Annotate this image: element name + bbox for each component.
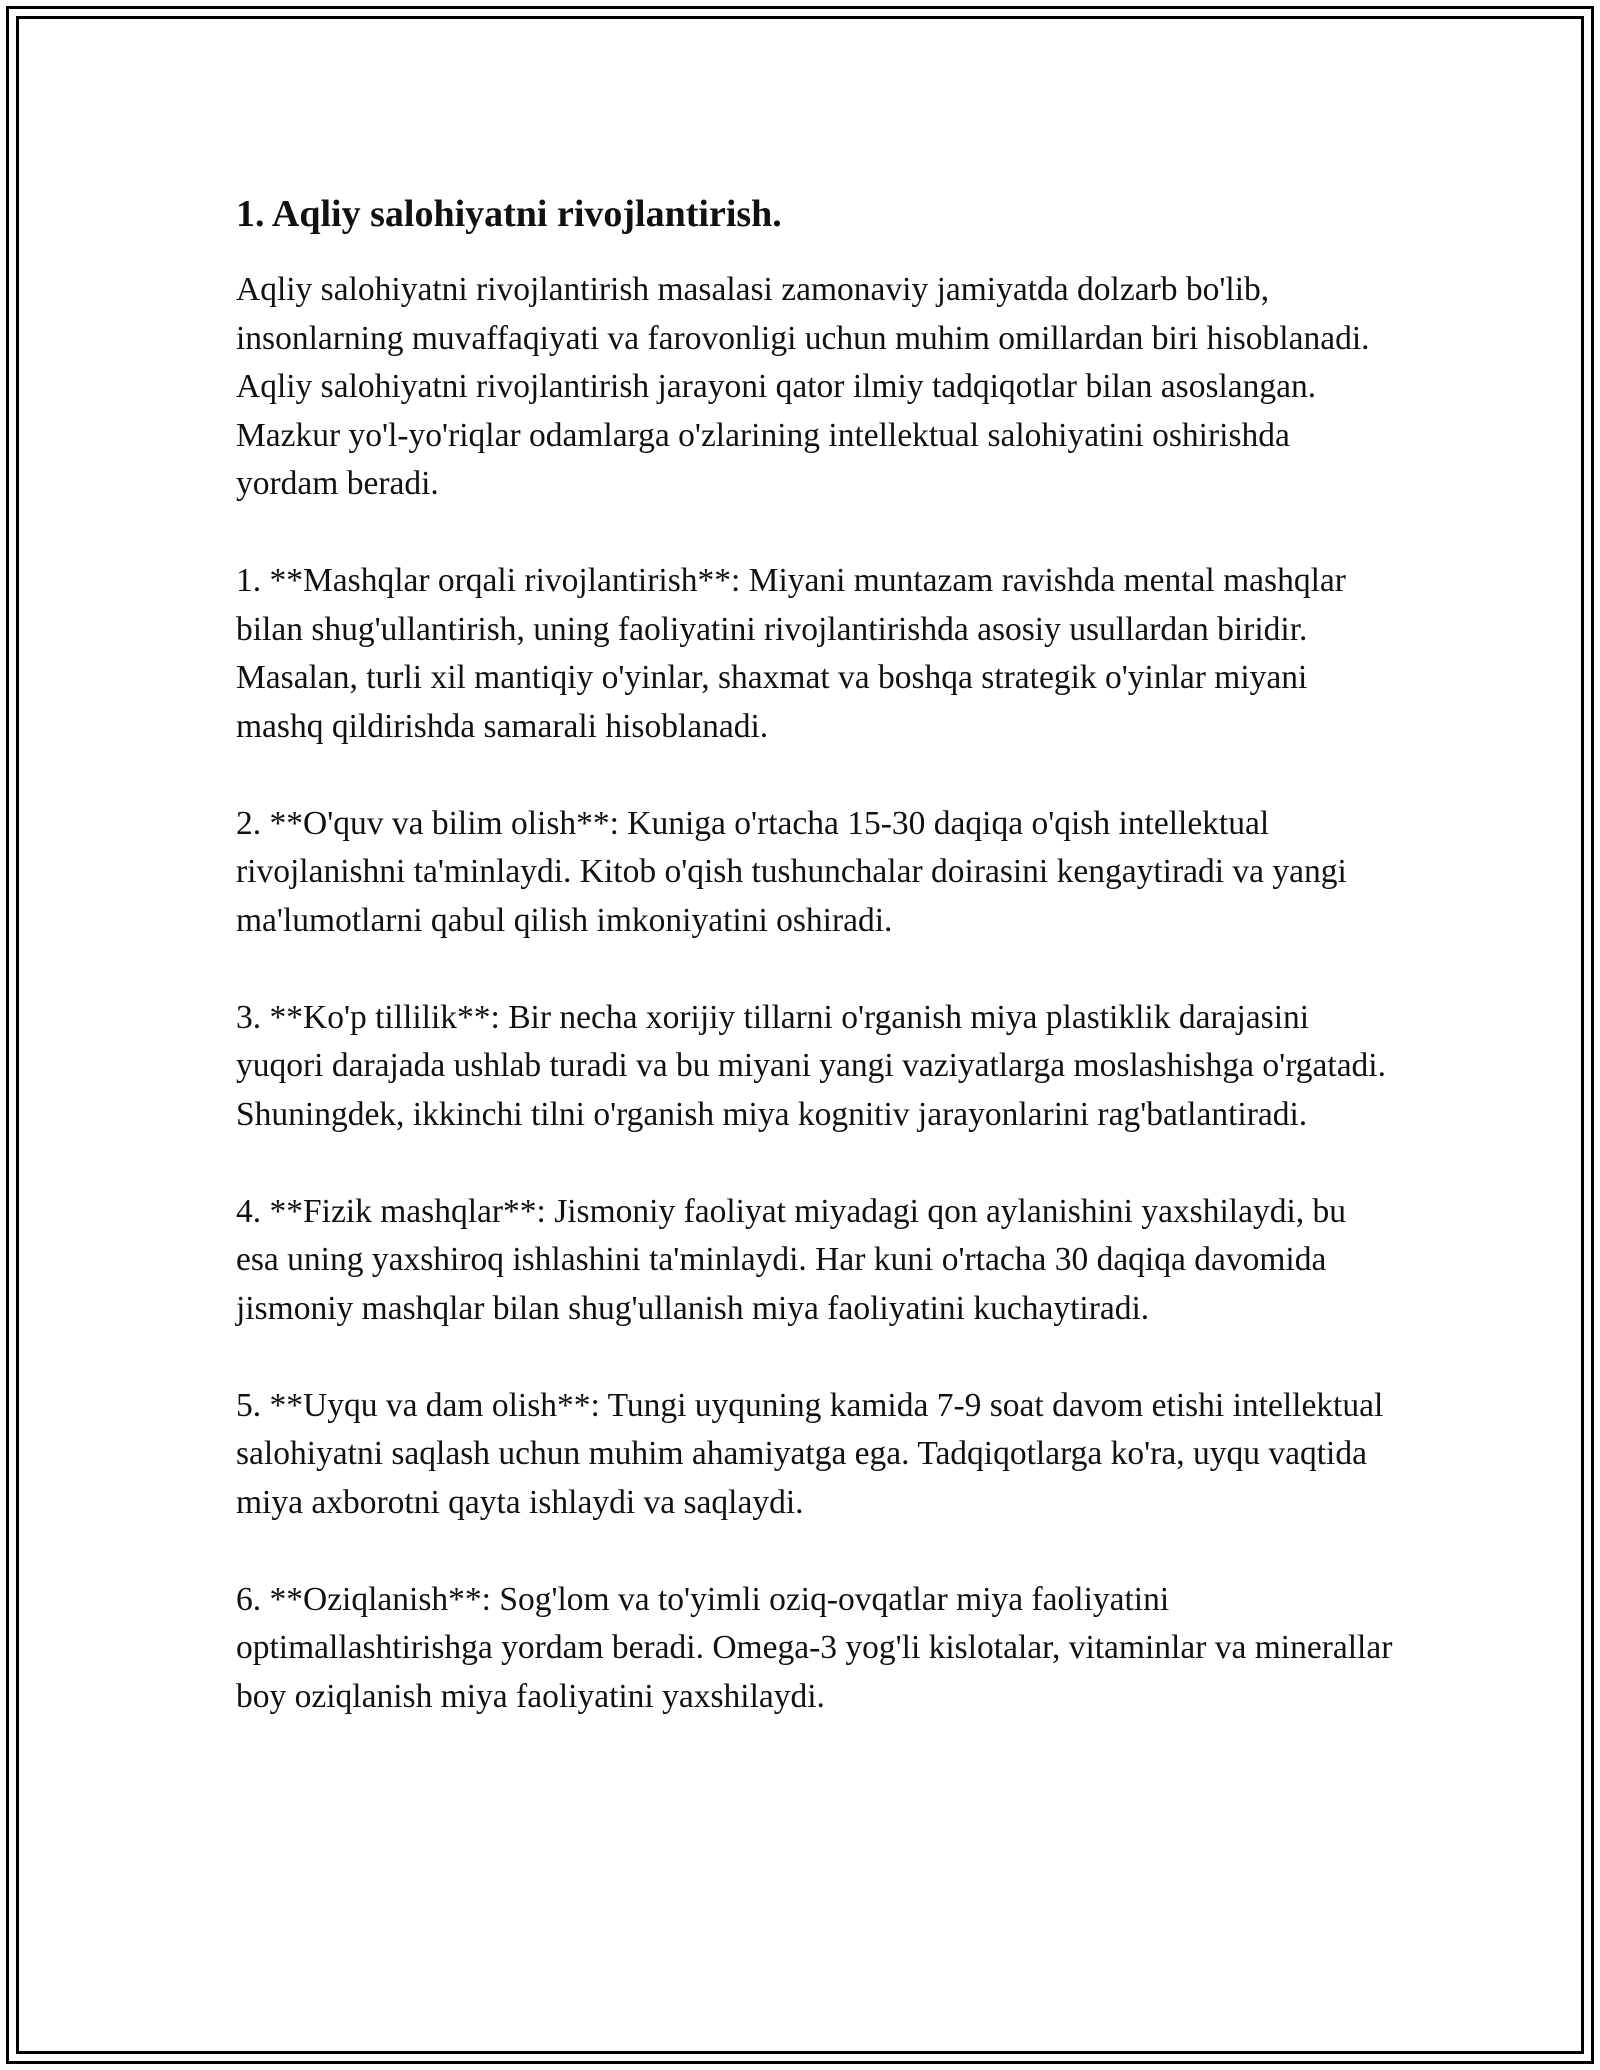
intro-paragraph: Aqliy salohiyatni rivojlantirish masalasi zamonaviy jamiyatda dolzarb bo'lib, insonlarning muvaffaqiyati va farovonligi uchun muhim omillardan biri hisoblanadi. Aqliy salohiyatni rivojlantirish jarayoni qator ilmiy tadqiqotlar bilan asoslangan. Mazkur yo'l-yo'riqlar odamlarga o'zlarining intellektual salohiyatini oshirishda yordam beradi.	[236, 271, 1370, 502]
list-item-1: 1. **Mashqlar orqali rivojlantirish**: Miyani muntazam ravishda mental mashqlar bilan shug'ullantirish, uning faoliyatini rivojlantirishda asosiy usullardan biridir. Masalan, turli xil mantiqiy o'yinlar, shaxmat va boshqa strategik o'yinlar miyani mashq qildirishda samarali hisoblanadi.	[236, 562, 1346, 745]
list-item-4: 4. **Fizik mashqlar**: Jismoniy faoliyat miyadagi qon aylanishini yaxshilaydi, bu esa uning yaxshiroq ishlashini ta'minlaydi. Har kuni o'rtacha 30 daqiqa davomida jismoniy mashqlar bilan shug'ullanish miya faoliyatini kuchaytiradi.	[236, 1192, 1347, 1327]
section-heading: 1. Aqliy salohiyatni rivojlantirish.	[236, 193, 782, 235]
document-body	[236, 186, 1396, 1770]
list-item-6: 6. **Oziqlanish**: Sog'lom va to'yimli oziq-ovqatlar miya faoliyatini optimallashtirishga yordam beradi. Omega-3 yog'li kislotalar, vitaminlar va minerallar boy oziqlanish miya faoliyatini yaxshilaydi.	[236, 1580, 1393, 1715]
list-item-3: 3. **Ko'p tillilik**: Bir necha xorijiy tillarni o'rganish miya plastiklik darajasini yuqori darajada ushlab turadi va bu miyani yangi vaziyatlarga moslashishga o'rgatadi. Shuningdek, ikkinchi tilni o'rganish miya kognitiv jarayonlarini rag'batlantiradi.	[236, 998, 1386, 1133]
list-item-5: 5. **Uyqu va dam olish**: Tungi uyquning kamida 7-9 soat davom etishi intellektual salohiyatni saqlash uchun muhim ahamiyatga ega. Tadqiqotlarga ko'ra, uyqu vaqtida miya axborotni qayta ishlaydi va saqlaydi.	[236, 1386, 1384, 1521]
list-item-2: 2. **O'quv va bilim olish**: Kuniga o'rtacha 15-30 daqiqa o'qish intellektual rivojlanishni ta'minlaydi. Kitob o'qish tushunchalar doirasini kengaytiradi va yangi ma'lumotlarni qabul qilish imkoniyatini oshiradi.	[236, 804, 1347, 939]
